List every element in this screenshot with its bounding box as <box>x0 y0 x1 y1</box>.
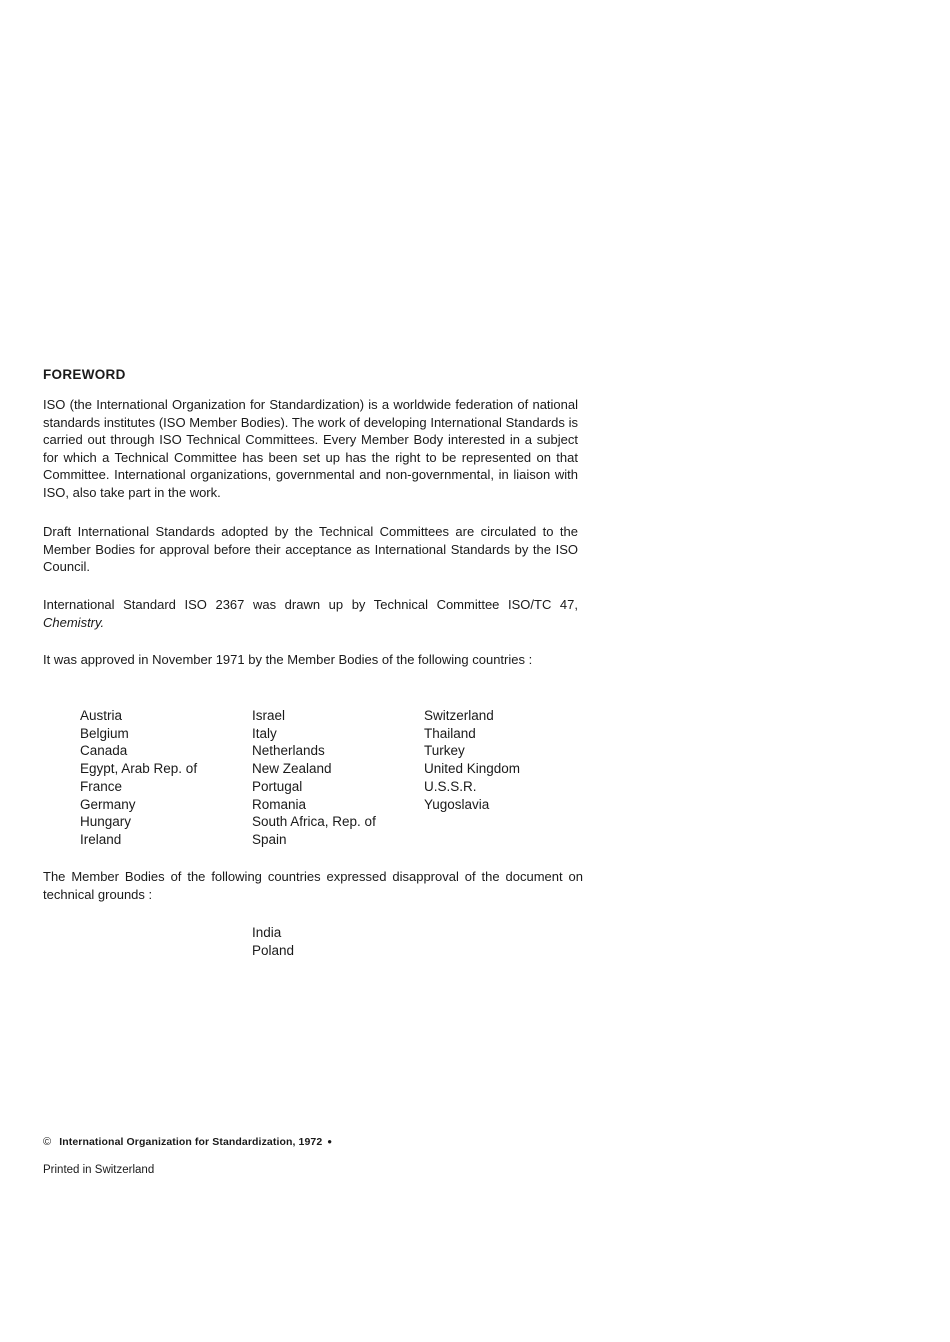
copyright-symbol: © <box>43 1136 52 1148</box>
list-item: Turkey <box>424 743 465 759</box>
foreword-paragraph-1: ISO (the International Organization for Standardization) is a worldwide federation of national standards institutes (ISO Member Bodies). The work of developing International Standards is carried out through ISO Technical Committees. Every Member Body interested in a subject for which a Technical Committee has been set up has the right to be represented on that Committee. International organizations, governmental and non-governmental, in liaison with ISO, also take part in the work. <box>43 397 578 500</box>
list-item: New Zealand <box>252 761 332 777</box>
printed-in-note: Printed in Switzerland <box>43 1164 155 1176</box>
list-item: Portugal <box>252 778 303 794</box>
list-item: Germany <box>80 796 136 812</box>
list-item: U.S.S.R. <box>424 778 477 794</box>
list-item: Poland <box>252 942 295 958</box>
list-item: Belgium <box>80 725 129 741</box>
committee-name: Chemistry. <box>43 614 105 630</box>
list-item: Yugoslavia <box>424 796 490 812</box>
list-item: Switzerland <box>424 708 494 723</box>
foreword-paragraph-4: It was approved in November 1971 by the Member Bodies of the following countries : <box>43 652 533 667</box>
approving-countries-column-3 <box>424 707 520 813</box>
list-item: Ireland <box>80 831 122 847</box>
list-item: Hungary <box>80 814 132 830</box>
list-item: India <box>252 925 282 940</box>
foreword-paragraph-2: Draft International Standards adopted by the Technical Committees are circulated to the Member Bodies for approval before their acceptance as International Standards by the ISO Council. <box>43 524 578 575</box>
list-item: Israel <box>252 708 286 723</box>
list-item: France <box>80 778 123 794</box>
copyright-notice <box>43 1136 332 1148</box>
list-item: Canada <box>80 743 128 759</box>
disapproving-countries-list <box>252 924 294 959</box>
list-item: Spain <box>252 831 287 847</box>
copyright-text: International Organization for Standardization, 1972 <box>59 1136 323 1148</box>
list-item: Netherlands <box>252 743 325 759</box>
list-item: Thailand <box>424 725 476 741</box>
paragraph-3-text: International Standard ISO 2367 was drawn up by Technical Committee ISO/TC 47, <box>43 597 578 612</box>
foreword-paragraph-3 <box>43 596 578 631</box>
foreword-paragraph-5: The Member Bodies of the following countries expressed disapproval of the document on technical grounds : <box>43 869 583 902</box>
bullet-icon: ● <box>327 1137 333 1146</box>
list-item: Italy <box>252 725 277 741</box>
list-item: South Africa, Rep. of <box>252 814 376 830</box>
list-item: United Kingdom <box>424 761 521 777</box>
list-item: Egypt, Arab Rep. of <box>80 761 198 777</box>
list-item: Romania <box>252 796 307 812</box>
list-item: Austria <box>80 708 123 723</box>
approving-countries-column-2 <box>252 707 376 849</box>
approving-countries-column-1 <box>80 707 197 849</box>
page-title: FOREWORD <box>43 367 126 382</box>
